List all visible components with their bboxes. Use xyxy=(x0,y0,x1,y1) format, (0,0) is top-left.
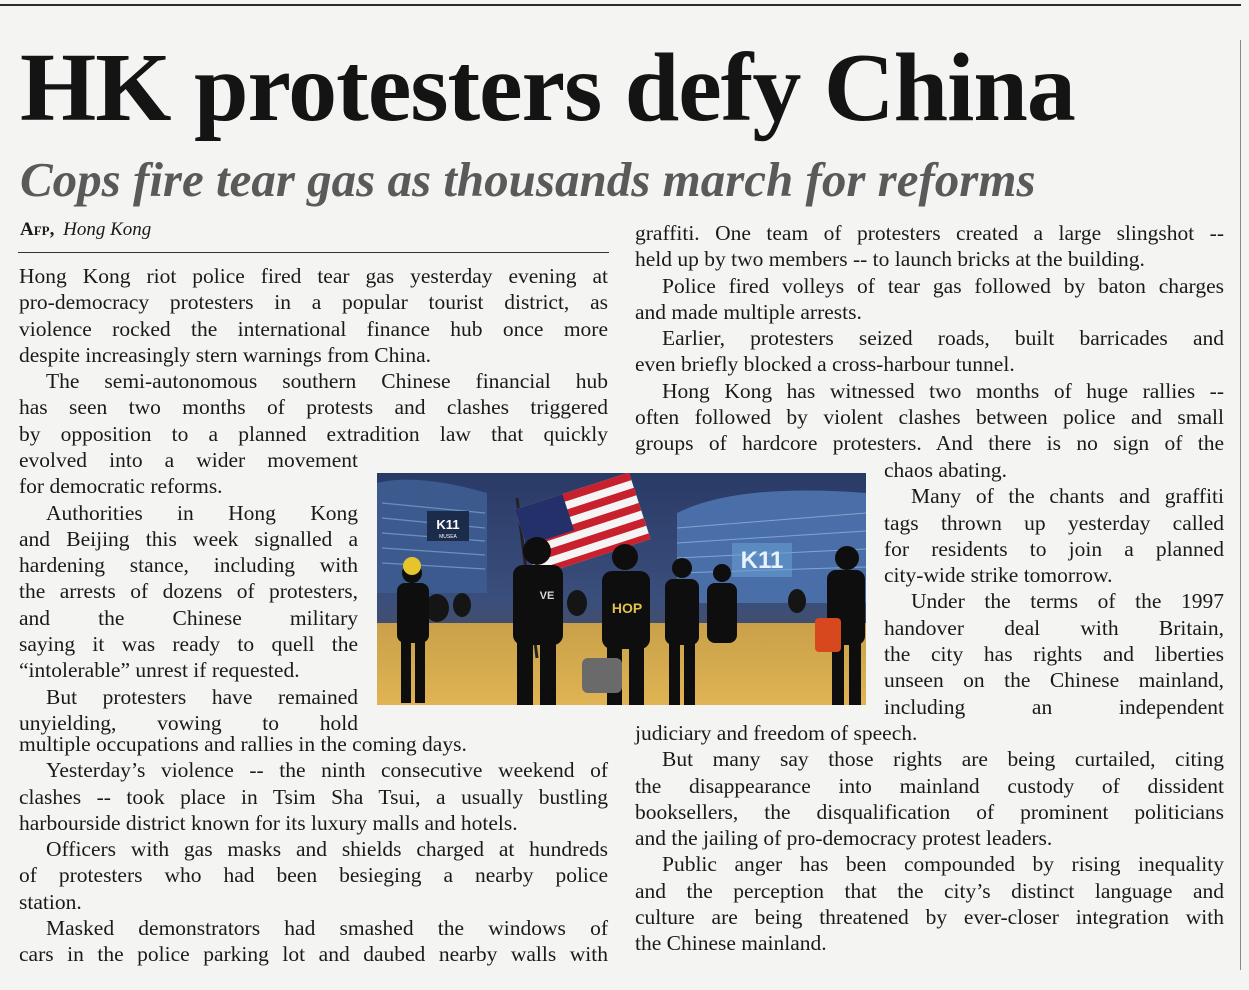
text-line: the Chinese mainland. xyxy=(635,931,827,956)
text-line: violence rocked the international finance hub once more xyxy=(19,316,608,341)
text-line: city-wide strike tomorrow. xyxy=(884,563,1113,588)
text-line: groups of hardcore protesters. And there is no sign of the xyxy=(635,431,1224,456)
text-line: graffiti. One team of protesters created a large slingshot -- xyxy=(635,221,1224,245)
byline-agency: Afp, xyxy=(20,219,55,240)
text-line: saying it was ready to quell the xyxy=(19,632,358,657)
text-line: station. xyxy=(19,889,82,914)
text-line: Many of the chants and graffiti xyxy=(911,484,1224,509)
text-line: including an independent xyxy=(884,694,1224,719)
text-line: “intolerable” unrest if requested. xyxy=(19,658,300,683)
text-line: often followed by violent clashes between police and small xyxy=(635,405,1224,430)
text-line: has seen two months of protests and clashes triggered xyxy=(19,395,608,420)
text-line: clashes -- took place in Tsim Sha Tsui, a usually bustling xyxy=(19,784,608,809)
text-line: But many say those rights are being curtailed, citing xyxy=(662,747,1224,772)
k11-sign-left-text: K11 xyxy=(436,517,460,532)
text-line: and made multiple arrests. xyxy=(635,299,862,324)
column-2-narrow xyxy=(884,457,1224,720)
text-line: Masked demonstrators had smashed the windows of xyxy=(46,916,608,941)
text-line: the arrests of dozens of protesters, xyxy=(19,579,358,604)
text-line: Under the terms of the 1997 xyxy=(911,589,1224,614)
shirt-text-ve: VE xyxy=(539,590,555,602)
text-line: held up by two members -- to launch bricks at the building. xyxy=(635,247,1145,272)
yellow-helmet xyxy=(403,557,421,575)
subheadline: Cops fire tear gas as thousands march for reforms xyxy=(20,152,1036,207)
text-line: for residents to join a planned xyxy=(884,536,1224,561)
column-1-narrow xyxy=(19,447,358,736)
text-line: Police fired volleys of tear gas followed by baton charges xyxy=(662,273,1224,298)
text-line: Hong Kong riot police fired tear gas yesterday evening at xyxy=(19,264,608,288)
protest-photo-illustration xyxy=(377,473,866,705)
k11-sign-right-text: K11 xyxy=(740,547,784,574)
text-line: even briefly blocked a cross-harbour tunnel. xyxy=(635,352,1015,377)
byline xyxy=(20,219,151,241)
news-photo xyxy=(377,473,866,705)
shirt-text-hop: HOP xyxy=(611,600,643,616)
text-line: hardening stance, including with xyxy=(19,553,358,578)
text-line: unseen on the Chinese mainland, xyxy=(884,668,1224,693)
text-line: But protesters have remained xyxy=(46,684,358,709)
column-1-top xyxy=(19,263,608,447)
column-1-bottom xyxy=(19,731,608,968)
column-2-bottom xyxy=(635,720,1224,957)
text-line: and Beijing this week signalled a xyxy=(19,526,358,551)
text-line: tags thrown up yesterday called xyxy=(884,510,1224,535)
byline-location: Hong Kong xyxy=(63,219,152,240)
text-line: pro-democracy protesters in a popular tourist district, as xyxy=(19,290,608,315)
text-line: Hong Kong has witnessed two months of huge rallies -- xyxy=(662,378,1224,403)
text-line: Earlier, protesters seized roads, built barricades and xyxy=(662,326,1224,351)
text-line: cars in the police parking lot and daubed nearby walls with xyxy=(19,942,608,967)
top-rule xyxy=(0,4,1241,6)
text-line: of protesters who had been besieging a nearby police xyxy=(19,863,608,888)
k11-sign-left-subtext: MUSEA xyxy=(439,534,457,540)
text-line: Authorities in Hong Kong xyxy=(46,500,358,525)
text-line: The semi-autonomous southern Chinese financial hub xyxy=(46,369,608,394)
text-line: for democratic reforms. xyxy=(19,474,223,499)
text-line: the city has rights and liberties xyxy=(884,642,1224,667)
text-line: Yesterday’s violence -- the ninth consecutive weekend of xyxy=(46,758,608,783)
text-line: evolved into a wider movement xyxy=(19,448,358,472)
text-line: judiciary and freedom of speech. xyxy=(635,721,918,745)
orange-bag xyxy=(815,618,841,652)
text-line: by opposition to a planned extradition law that quickly xyxy=(19,421,608,446)
text-line: the disappearance into mainland custody of dissident xyxy=(635,773,1224,798)
text-line: unyielding, vowing to hold xyxy=(19,710,358,735)
grey-backpack xyxy=(582,658,622,693)
text-line: Public anger has been compounded by rising inequality xyxy=(662,852,1224,877)
column-rule xyxy=(1240,40,1241,970)
column-2-top xyxy=(635,220,1224,457)
text-line: despite increasingly stern warnings from China. xyxy=(19,342,431,367)
text-line: and the jailing of pro-democracy protest leaders. xyxy=(635,826,1053,851)
text-line: handover deal with Britain, xyxy=(884,615,1224,640)
text-line: culture are being threatened by ever-closer integration with xyxy=(635,905,1224,930)
text-line: harbourside district known for its luxury malls and hotels. xyxy=(19,810,518,835)
text-line: and the perception that the city’s distinct language and xyxy=(635,878,1224,903)
text-line: chaos abating. xyxy=(884,458,1007,482)
text-line: booksellers, the disqualification of prominent politicians xyxy=(635,799,1224,824)
text-line: multiple occupations and rallies in the coming days. xyxy=(19,732,467,756)
text-line: and the Chinese military xyxy=(19,605,358,630)
byline-rule xyxy=(18,252,609,253)
headline: HK protesters defy China xyxy=(20,34,1075,142)
text-line: Officers with gas masks and shields charged at hundreds xyxy=(46,837,608,862)
